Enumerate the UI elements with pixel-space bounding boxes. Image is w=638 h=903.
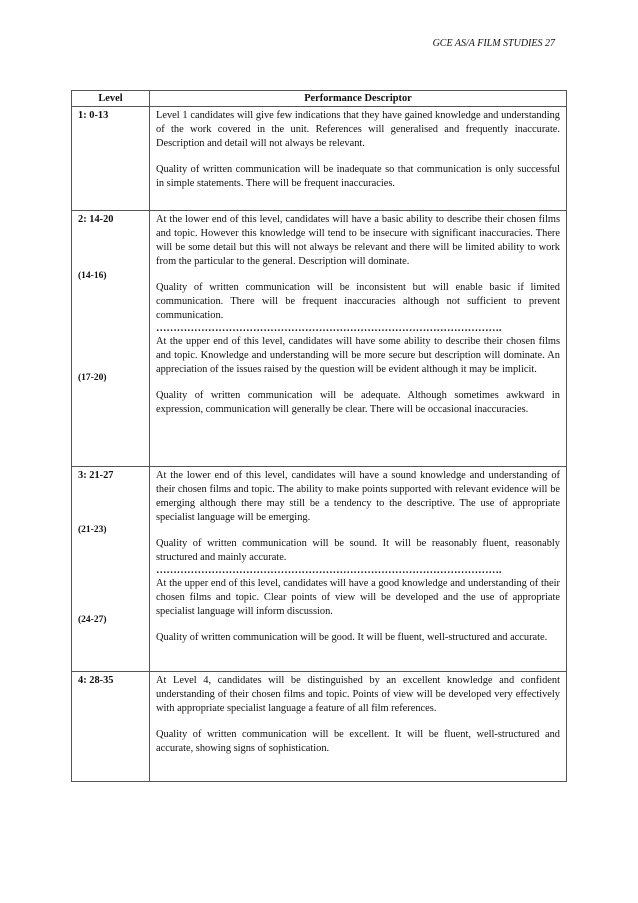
level-column-header: Level [72, 91, 150, 107]
sub-band-high: (24-27) [78, 615, 107, 625]
descriptor-cell [150, 211, 567, 467]
separator-dots: ………………………………………………………………………………………. [156, 323, 502, 334]
level-label: 2: 14-20 [78, 214, 114, 225]
descriptor-cell [150, 672, 567, 782]
table-header-row [72, 91, 567, 107]
level-cell [72, 672, 150, 782]
sub-band-high: (17-20) [78, 373, 107, 383]
descriptor-paragraph: At the lower end of this level, candidates will have a sound knowledge and understanding of their chosen films and topic. The ability to make points supported with relevant evidence will be emerging although there may still be a tendency to the descriptive. The use of appropriate specialist language will be emerging. [156, 470, 560, 523]
sub-band-low: (14-16) [78, 271, 107, 281]
table-row [72, 672, 567, 782]
descriptor-paragraph: At the upper end of this level, candidates will have some ability to describe their chosen films and topic. Knowledge and understanding will be more secure but description will dominate. An appreciation of the issues raised by the question will be evident although it may be implicit. [156, 336, 560, 375]
qwc-paragraph: Quality of written communication will be sound. It will be reasonably fluent, reasonably structured and mainly accurate. [156, 538, 560, 563]
level-label: 3: 21-27 [78, 470, 114, 481]
separator-dots: ………………………………………………………………………………………. [156, 565, 502, 576]
descriptor-paragraph: At the upper end of this level, candidates will have a good knowledge and understanding of their chosen films and topic. Clear points of view will be developed and the use of appropriate specialist language will inform discussion. [156, 578, 560, 617]
level-cell [72, 211, 150, 467]
table-row [72, 211, 567, 467]
table-row [72, 467, 567, 672]
descriptor-paragraph: Level 1 candidates will give few indications that they have gained knowledge and understanding of the work covered in the unit. References will generalised and frequently inaccurate. Description and detail will not always be relevant. [156, 110, 560, 149]
descriptor-column-header: Performance Descriptor [150, 91, 567, 107]
level-label: 1: 0-13 [78, 110, 109, 121]
table-row [72, 107, 567, 211]
qwc-paragraph: Quality of written communication will be good. It will be fluent, well-structured and accurate. [156, 632, 548, 643]
level-cell [72, 107, 150, 211]
level-cell [72, 467, 150, 672]
descriptor-cell [150, 107, 567, 211]
descriptor-paragraph: At the lower end of this level, candidates will have a basic ability to describe their chosen films and topic. However this knowledge will tend to be insecure with significant inaccuracies. There will be some detail but this will not always be relevant and there will be limited ability to work from the particular to the general. Description will dominate. [156, 214, 560, 267]
descriptor-paragraph: At Level 4, candidates will be distinguished by an excellent knowledge and confident understanding of their chosen films and topic. Points of view will be developed very effectively with appropriate specialist language a feature of all film references. [156, 675, 560, 714]
qwc-paragraph: Quality of written communication will be excellent. It will be fluent, well-structured and accurate, showing signs of sophistication. [156, 729, 560, 754]
descriptor-cell [150, 467, 567, 672]
qwc-paragraph: Quality of written communication will be inconsistent but will enable basic if limited communication. There will be frequent inaccuracies although not sufficient to prevent communication. [156, 282, 560, 321]
qwc-paragraph: Quality of written communication will be adequate. Although sometimes awkward in expression, communication will generally be clear. There will be occasional inaccuracies. [156, 390, 560, 415]
qwc-paragraph: Quality of written communication will be inadequate so that communication is only successful in simple statements. There will be frequent inaccuracies. [156, 164, 560, 189]
sub-band-low: (21-23) [78, 525, 107, 535]
level-label: 4: 28-35 [78, 675, 114, 686]
performance-descriptor-table [71, 90, 567, 782]
running-header: GCE AS/A FILM STUDIES 27 [432, 38, 555, 49]
